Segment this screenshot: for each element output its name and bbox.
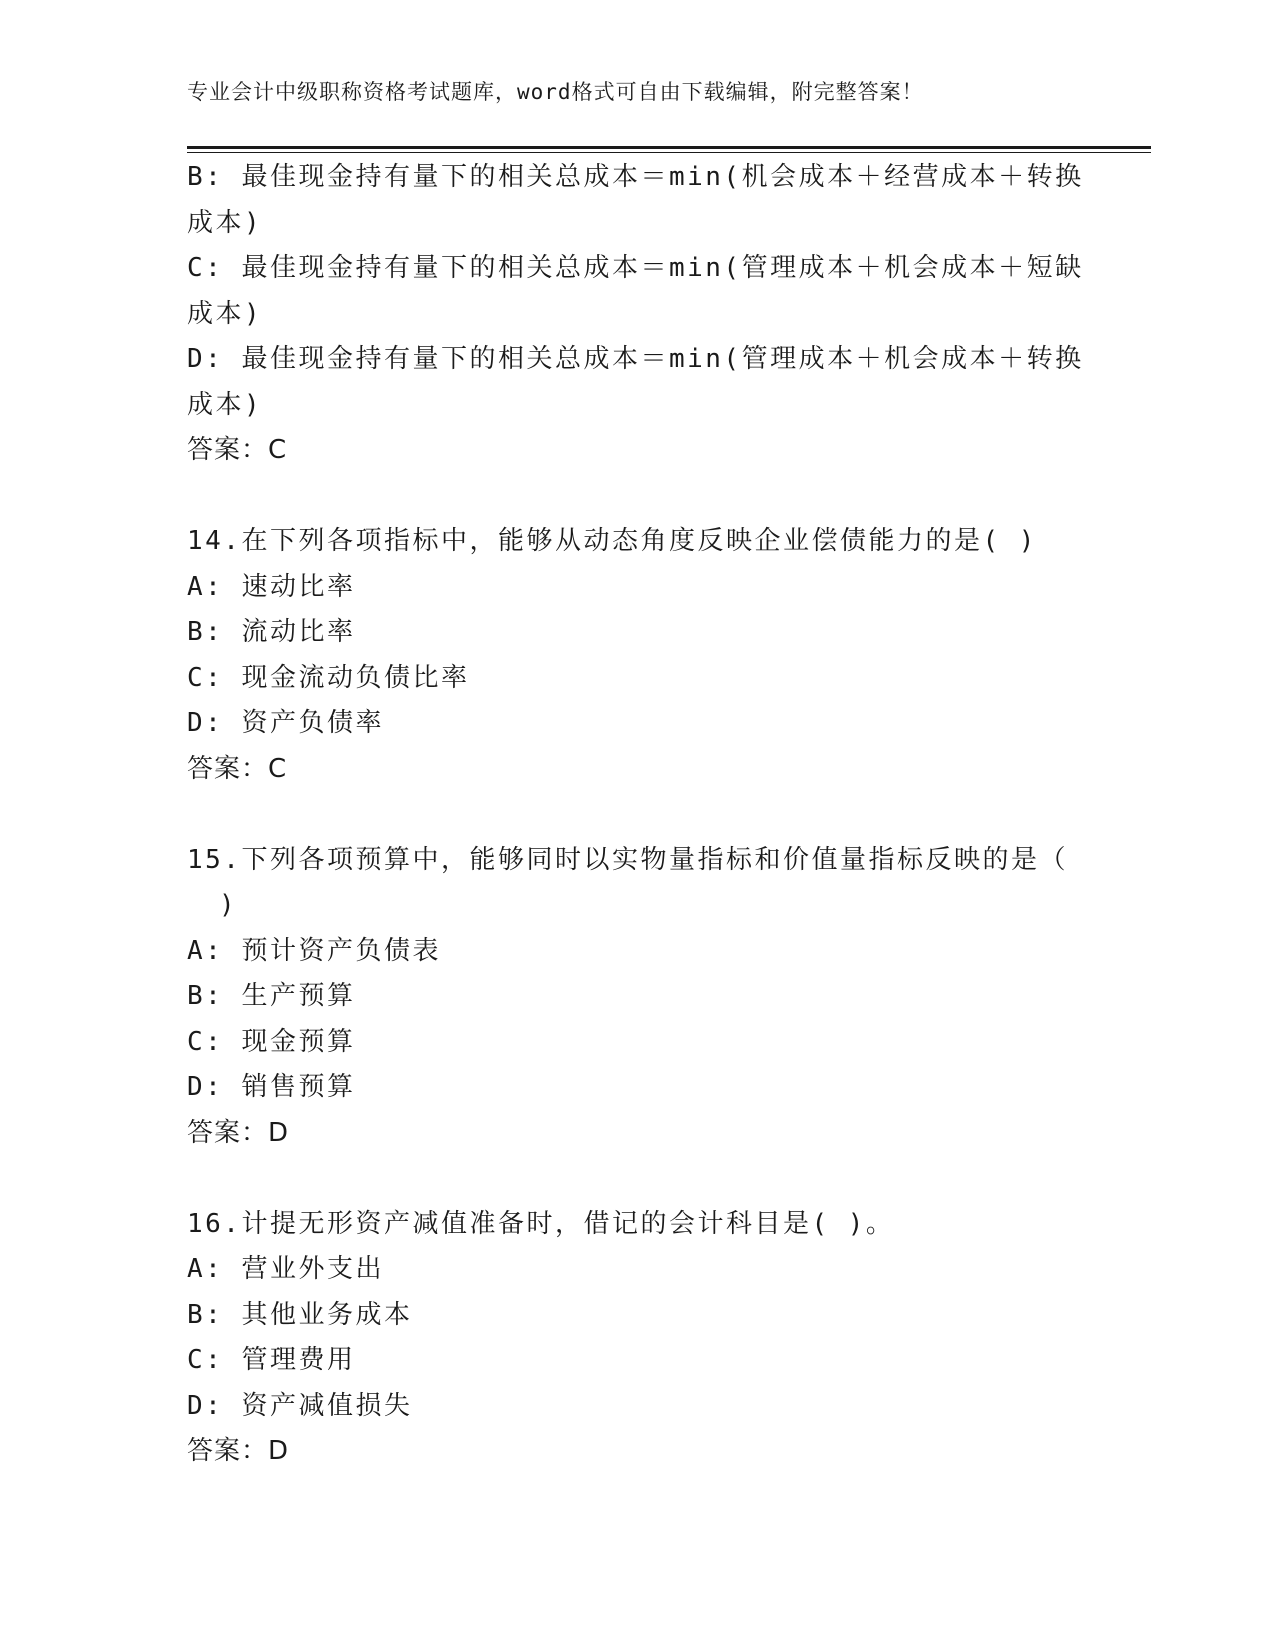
option-b-line2: 成本) [187, 207, 263, 238]
spacer [187, 1156, 1087, 1202]
question-14-option-d: D: 资产负债率 [187, 708, 384, 738]
option-c-line1: C: 最佳现金持有量下的相关总成本＝min(管理成本＋机会成本＋短缺 [187, 253, 1084, 283]
answer-14: 答案：C [187, 753, 288, 784]
header-rule-thin [187, 152, 1151, 153]
question-16-option-d: D: 资产减值损失 [187, 1390, 413, 1421]
question-14-text: 14.在下列各项指标中，能够从动态角度反映企业偿债能力的是( ) [187, 526, 1037, 556]
question-16-option-b: B: 其他业务成本 [187, 1299, 413, 1330]
question-14-option-b: B: 流动比率 [187, 617, 356, 647]
question-15-text-line2: ) [219, 890, 238, 920]
answer-13: 答案：C [187, 435, 288, 465]
question-14-option-a: A: 速动比率 [187, 571, 356, 602]
option-d-line2: 成本) [187, 389, 263, 420]
spacer [187, 474, 1087, 520]
question-15-option-b: B: 生产预算 [187, 981, 356, 1011]
question-16-text: 16.计提无形资产减值准备时，借记的会计科目是( )。 [187, 1208, 895, 1239]
question-15-option-c: C: 现金预算 [187, 1026, 356, 1057]
answer-16: 答案：D [187, 1436, 290, 1466]
header-rule-thick [187, 146, 1151, 149]
question-15 [187, 838, 1087, 1157]
question-14 [187, 519, 1087, 792]
question-16 [187, 1202, 1087, 1475]
option-c-line2: 成本) [187, 298, 263, 329]
question-15-option-a: A: 预计资产负债表 [187, 935, 441, 966]
question-13-continuation [187, 155, 1087, 474]
answer-15: 答案：D [187, 1117, 290, 1148]
question-16-option-c: C: 管理费用 [187, 1345, 356, 1375]
question-14-option-c: C: 现金流动负债比率 [187, 662, 470, 693]
option-d-line1: D: 最佳现金持有量下的相关总成本＝min(管理成本＋机会成本＋转换 [187, 344, 1084, 374]
page-header: 专业会计中级职称资格考试题库，word格式可自由下载编辑，附完整答案！ [187, 80, 924, 104]
question-15-text-line1: 15.下列各项预算中，能够同时以实物量指标和价值量指标反映的是（ [187, 844, 1068, 875]
question-body [187, 155, 1087, 1475]
question-15-option-d: D: 销售预算 [187, 1072, 356, 1102]
spacer [187, 792, 1087, 838]
question-16-option-a: A: 营业外支出 [187, 1254, 384, 1284]
option-b-line1: B: 最佳现金持有量下的相关总成本＝min(机会成本＋经营成本＋转换 [187, 162, 1084, 192]
